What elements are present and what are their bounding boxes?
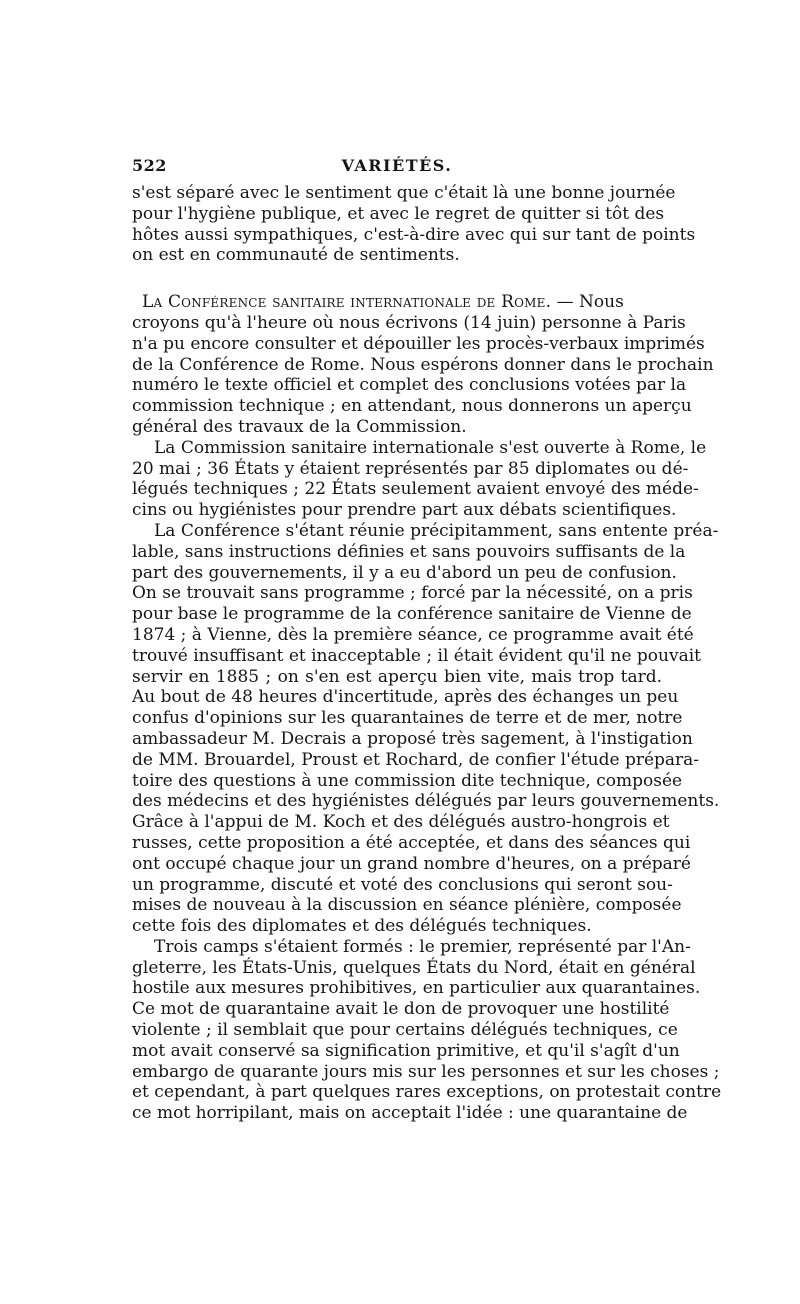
body-text [132,183,722,1124]
text-line: ce mot horripilant, mais on acceptait l'idée : une quarantaine de [132,1103,688,1124]
text-fragment: — Nous [551,292,624,313]
text-line [132,936,691,958]
text-line: ont occupé chaque jour un grand nombre d'heures, on a préparé [132,853,691,874]
text-line: commission technique ; en attendant, nous donnerons un aperçu [132,396,692,417]
text-line: numéro le texte officiel et complet des conclusions votées par la [132,375,687,396]
text-line [132,292,662,313]
text-line [132,520,719,542]
text-line: confus d'opinions sur les quarantaines de terre et de mer, notre [132,708,683,729]
text-line: général des travaux de la Commission. [132,416,467,437]
text-line: mot avait conservé sa signification primitive, et qu'il s'agît d'un [132,1040,680,1061]
page-header [132,156,662,186]
text-fragment: Trois camps s'étaient formés : le premier, représenté par l'An- [154,936,691,957]
text-line: servir en 1885 ; on s'en est aperçu bien vite, mais trop tard. [132,666,662,687]
text-line: Grâce à l'appui de M. Koch et des délégués austro-hongrois et [132,812,670,833]
text-line: toire des questions à une commission dite technique, composée [132,770,683,791]
text-line: cette fois des diplomates et des délégués techniques. [132,916,592,937]
text-line: n'a pu encore consulter et dépouiller les procès-verbaux imprimés [132,333,705,354]
text-line: et cependant, à part quelques rares exceptions, on protestait contre [132,1082,722,1103]
text-line: on est en communauté de sentiments. [132,245,460,266]
text-line: de la Conférence de Rome. Nous espérons donner dans le prochain [132,354,714,375]
text-line: légués techniques ; 22 États seulement avaient envoyé des méde- [132,479,699,500]
text-line: hôtes aussi sympathiques, c'est-à-dire avec qui sur tant de points [132,224,696,245]
section-title: La Conférence sanitaire internationale de Rome. [142,292,552,313]
text-line: russes, cette proposition a été acceptée, et dans des séances qui [132,832,691,853]
text-line: hostile aux mesures prohibitives, en particulier aux quarantaines. [132,978,701,999]
text-line: part des gouvernements, il y a eu d'abord un peu de confusion. [132,562,677,583]
page-number: 522 [132,156,167,175]
text-line: gleterre, les États-Unis, quelques États du Nord, était en général [132,957,696,978]
text-line [132,437,707,459]
text-line: trouvé insuffisant et inacceptable ; il était évident qu'il ne pouvait [132,645,701,666]
text-line: s'est séparé avec le sentiment que c'était là une bonne journée [132,183,676,203]
text-line: Au bout de 48 heures d'incertitude, après des échanges un peu [132,687,679,708]
text-line: embargo de quarante jours mis sur les personnes et sur les choses ; [132,1061,720,1082]
text-line: de MM. Brouardel, Proust et Rochard, de confier l'étude prépara- [132,749,700,770]
text-fragment: La Conférence s'étant réunie précipitamment, sans entente préa- [154,520,719,541]
text-line: On se trouvait sans programme ; forcé par la nécessité, on a pris [132,583,693,604]
text-line: Ce mot de quarantaine avait le don de provoquer une hostilité [132,999,670,1020]
text-line: lable, sans instructions définies et sans pouvoirs suffisants de la [132,541,686,562]
text-line: 20 mai ; 36 États y étaient représentés par 85 diplomates ou dé- [132,458,689,479]
text-line: croyons qu'à l'heure où nous écrivons (14 juin) personne à Paris [132,312,686,333]
text-line: un programme, discuté et voté des conclusions qui seront sou- [132,874,673,895]
text-line: des médecins et des hygiénistes délégués par leurs gouvernements. [132,791,720,812]
section-gap [132,266,662,292]
text-line: mises de nouveau à la discussion en séance plénière, composée [132,895,682,916]
text-line: pour l'hygiène publique, et avec le regret de quitter si tôt des [132,203,665,224]
text-line: cins ou hygiénistes pour prendre part aux débats scientifiques. [132,500,677,521]
running-head: VARIÉTÉS. [341,156,453,175]
text-fragment: La Commission sanitaire internationale s'est ouverte à Rome, le [154,437,707,458]
text-line: ambassadeur M. Decrais a proposé très sagement, à l'instigation [132,728,693,749]
text-line: 1874 ; à Vienne, dès la première séance, ce programme avait été [132,624,694,645]
text-line: violente ; il semblait que pour certains délégués techniques, ce [132,1020,678,1041]
text-line: pour base le programme de la conférence sanitaire de Vienne de [132,604,692,625]
